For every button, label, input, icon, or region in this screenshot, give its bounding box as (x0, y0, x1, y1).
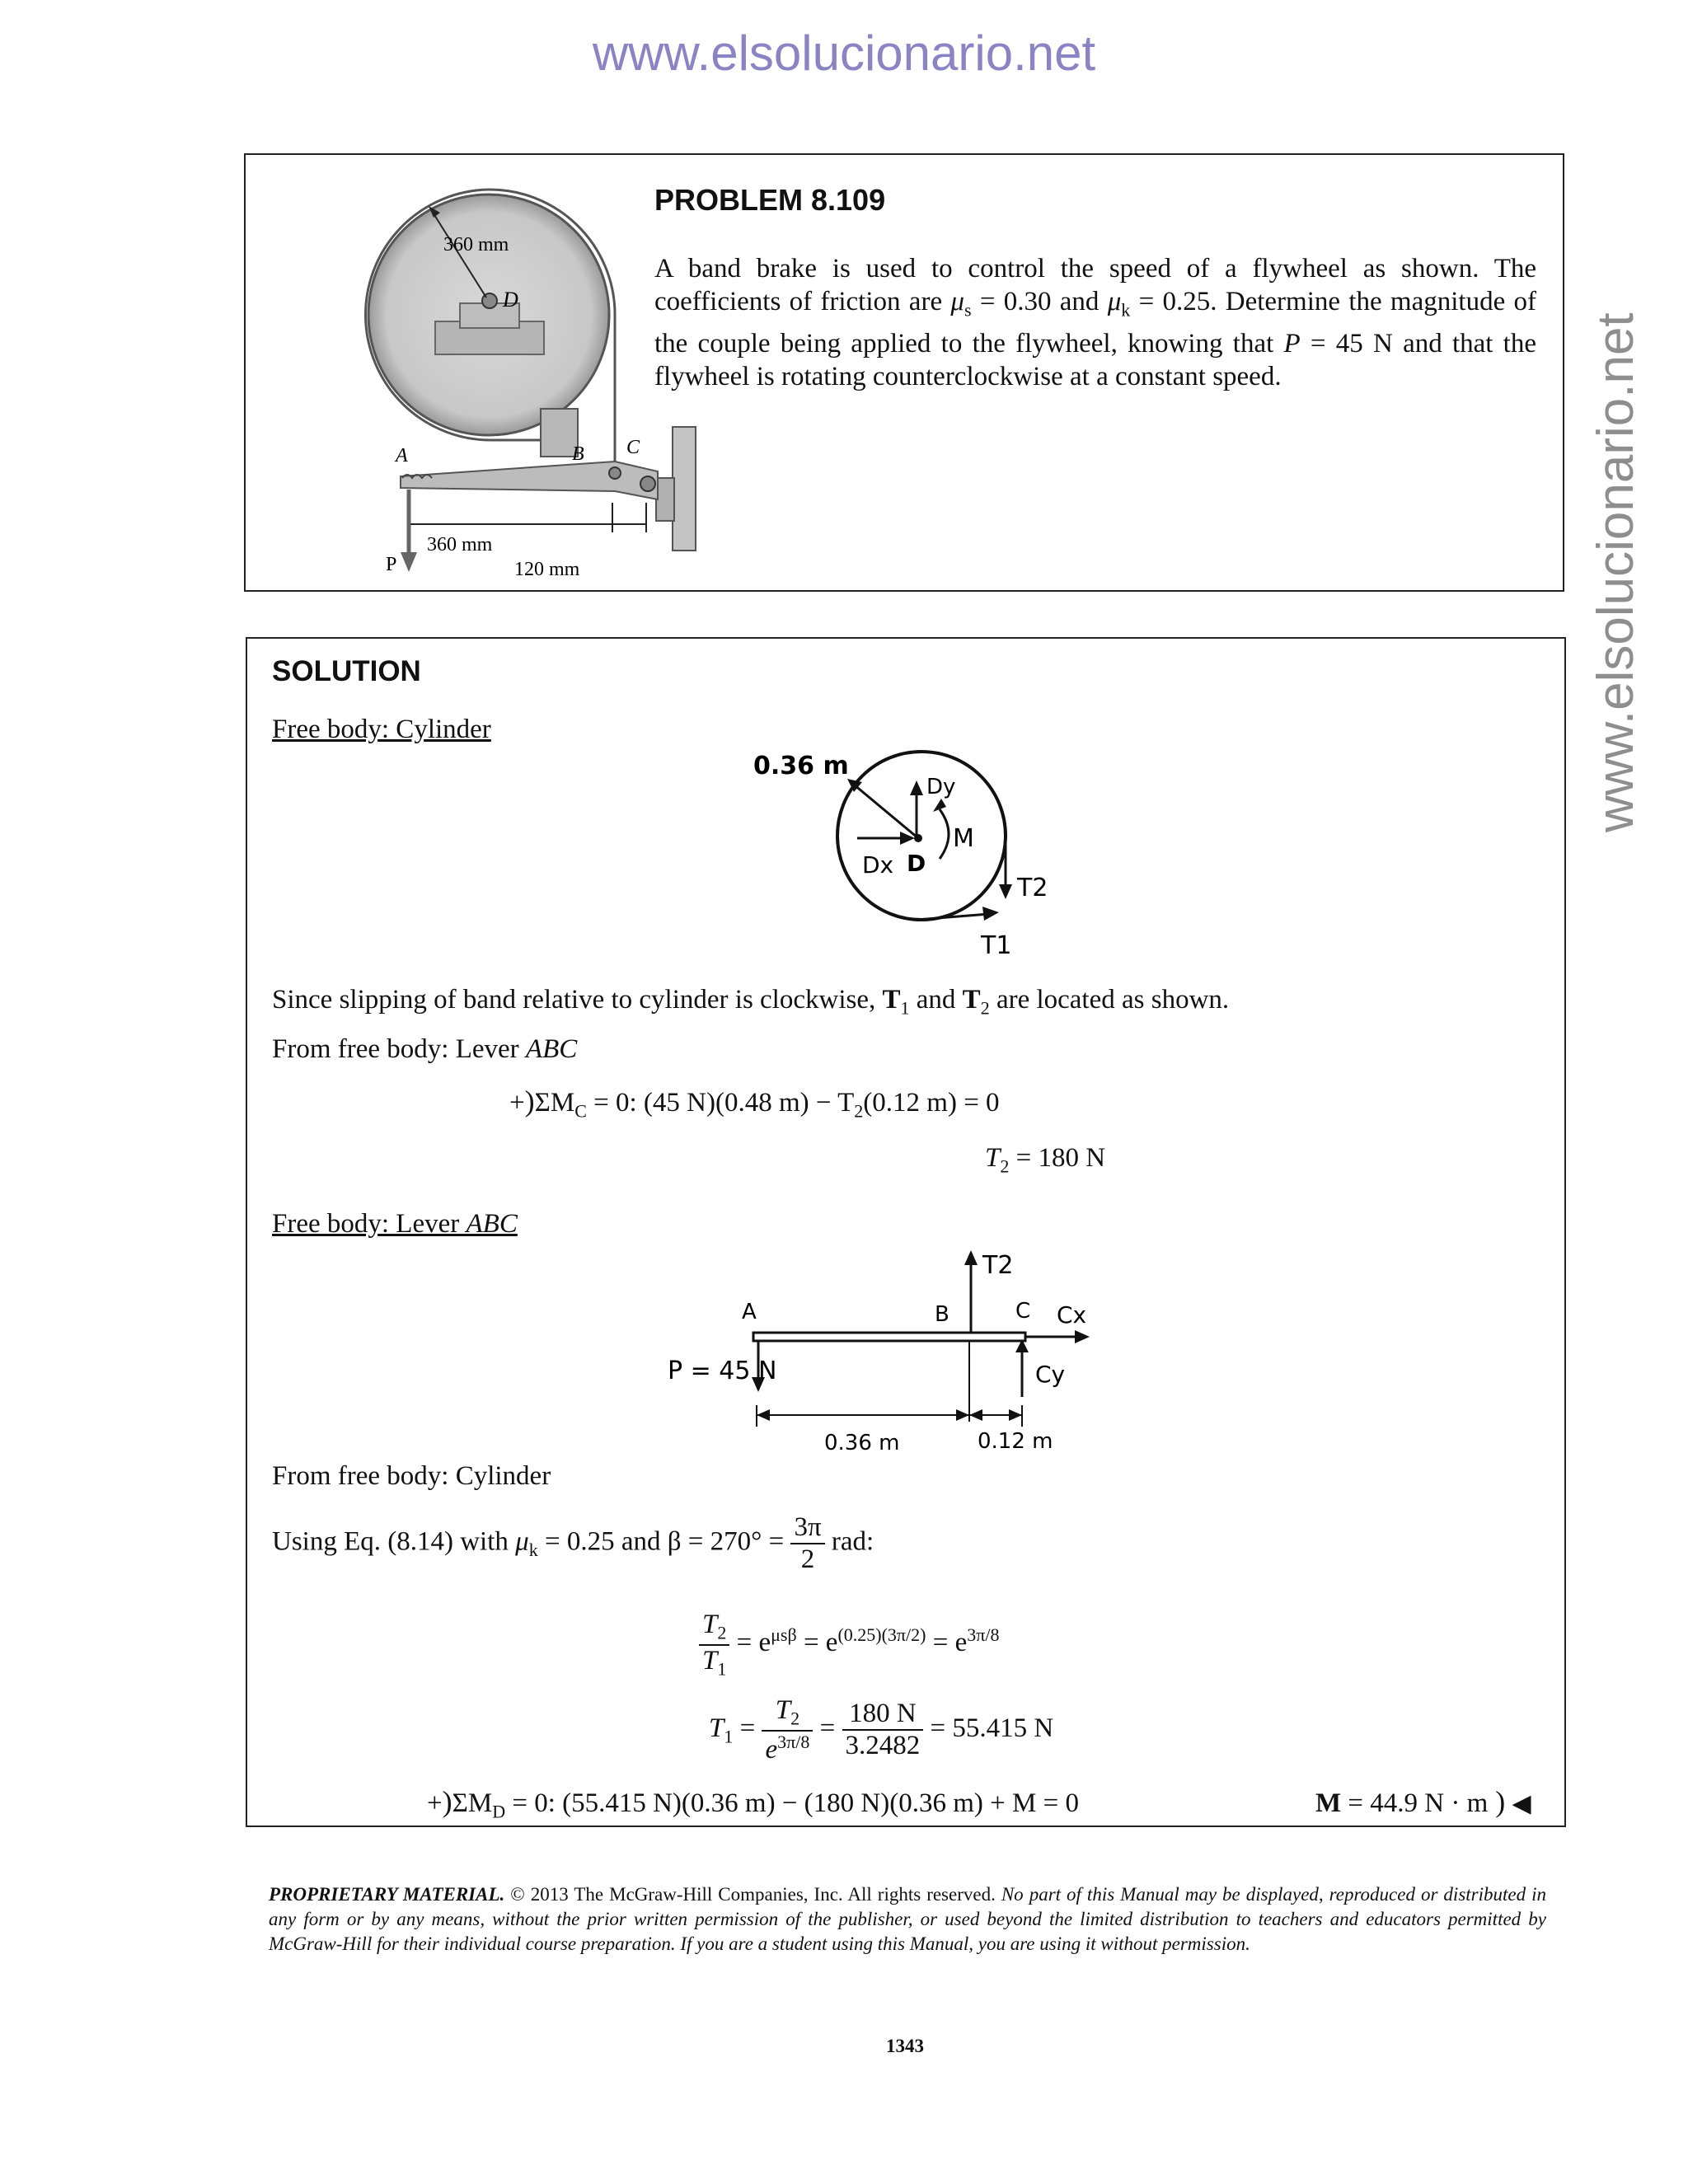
using-equation-line: Using Eq. (8.14) with $\mu_k = 0.25$ and β = 270° = $\frac{3\pi}{2}$ rad: (272, 1512, 874, 1574)
cylinder-fbd (742, 731, 1121, 962)
pin-B (609, 467, 621, 479)
pin-C (640, 476, 655, 491)
problem-box (244, 153, 1564, 592)
solution-box (246, 637, 1566, 1827)
label-T1: T1 (981, 931, 1012, 960)
moment-arrow (940, 809, 949, 859)
T1-equation: $T_1$ = $\frac{T_2}{e^{3\pi/8}}$ = $\frac{180 N}{3.2482}$ = 55.415 N (709, 1695, 1054, 1765)
radius-line (854, 785, 918, 838)
label-Cx: Cx (1057, 1301, 1087, 1329)
problem-statement: A band brake is used to control the speed of a flywheel as shown. The coefficients of friction are $\mu_s = 0.30$ and $\mu_k = 0.25$. Determine the magnitude of the couple being applied to the flywheel, knowing that P = 45 N and that the flywheel is rotating counterclockwise at a constant speed. (654, 254, 1536, 391)
label-P-lever: P = 45 N (668, 1357, 777, 1385)
label-dim2: 120 mm (514, 559, 580, 580)
label-d1: 0.36 m (824, 1431, 900, 1455)
problem-title: PROBLEM 8.109 (654, 183, 886, 217)
equation-MD: $+)\Sigma M_D = 0$: (55.415 N)(0.36 m) − (180 N)(0.36 m) + M = 0 (427, 1785, 1079, 1822)
ratio-equation: $\frac{T_2}{T_1}$ = $e^{\mu s\beta} = e^{(0.25)(3\pi/2)} = e^{3\pi/8}$ (699, 1610, 999, 1680)
label-T2-lever: T2 (982, 1251, 1014, 1280)
fb-cylinder-heading: Free body: Cylinder (272, 715, 491, 744)
label-P: P (386, 554, 397, 575)
label-Dy: Dy (926, 775, 956, 799)
wall (673, 427, 696, 551)
label-radius: 360 mm (443, 234, 509, 255)
equation-MC: $+)\Sigma M_C = 0$: (45 N)(0.48 $m) - T_2(0.12$ m) = 0 (509, 1085, 1000, 1122)
fb-lever-heading: Free body: Lever ABC (272, 1209, 518, 1239)
from-cylinder-line: From free body: Cylinder (272, 1461, 551, 1491)
label-D: D (907, 850, 926, 877)
label-Cy: Cy (1035, 1361, 1066, 1388)
label-B-lever: B (935, 1302, 950, 1327)
label-M: M (953, 824, 974, 853)
label-Dx: Dx (862, 851, 894, 879)
label-B: B (572, 443, 584, 465)
label-T2: T2 (1017, 874, 1048, 902)
from-lever-line: From free body: Lever ABC (272, 1034, 578, 1064)
label-A: A (396, 445, 408, 466)
result-T2: $T_2 = 180$ N (985, 1143, 1106, 1177)
slip-statement: Since slipping of band relative to cylinder is clockwise, $T_1$ and $T_2$ are located as shown. (272, 985, 1230, 1019)
label-D: D (503, 288, 518, 312)
footer-notice: PROPRIETARY MATERIAL. © 2013 The McGraw-Hill Companies, Inc. All rights reserved. No part of this Manual may be displayed, reproduced or distributed in any form or by any means, without the prior written permission of the publisher, or used beyond the limited distribution to teachers and educators permitted by McGraw-Hill for their individual course preparation. If you are a student using this Manual, you are using it without permission. (269, 1884, 1546, 1954)
watermark-side: www.elsolucionario.net (1587, 312, 1644, 832)
final-answer: M = 44.9 N · m ) ◀ (1315, 1785, 1531, 1818)
lever-bar (753, 1333, 1025, 1341)
label-C-lever: C (1015, 1299, 1031, 1324)
lever (401, 462, 658, 499)
label-d2: 0.12 m (978, 1429, 1053, 1454)
watermark-top: www.elsolucionario.net (592, 26, 1096, 81)
lever-fbd (659, 1232, 1121, 1479)
label-C: C (626, 437, 640, 458)
answer-marker-icon: ◀ (1512, 1790, 1531, 1817)
label-A-lever: A (742, 1300, 757, 1324)
page-number: 1343 (886, 2036, 924, 2056)
label-r: 0.36 m (753, 752, 849, 780)
label-dim1: 360 mm (427, 534, 493, 555)
solution-title: SOLUTION (272, 655, 421, 687)
